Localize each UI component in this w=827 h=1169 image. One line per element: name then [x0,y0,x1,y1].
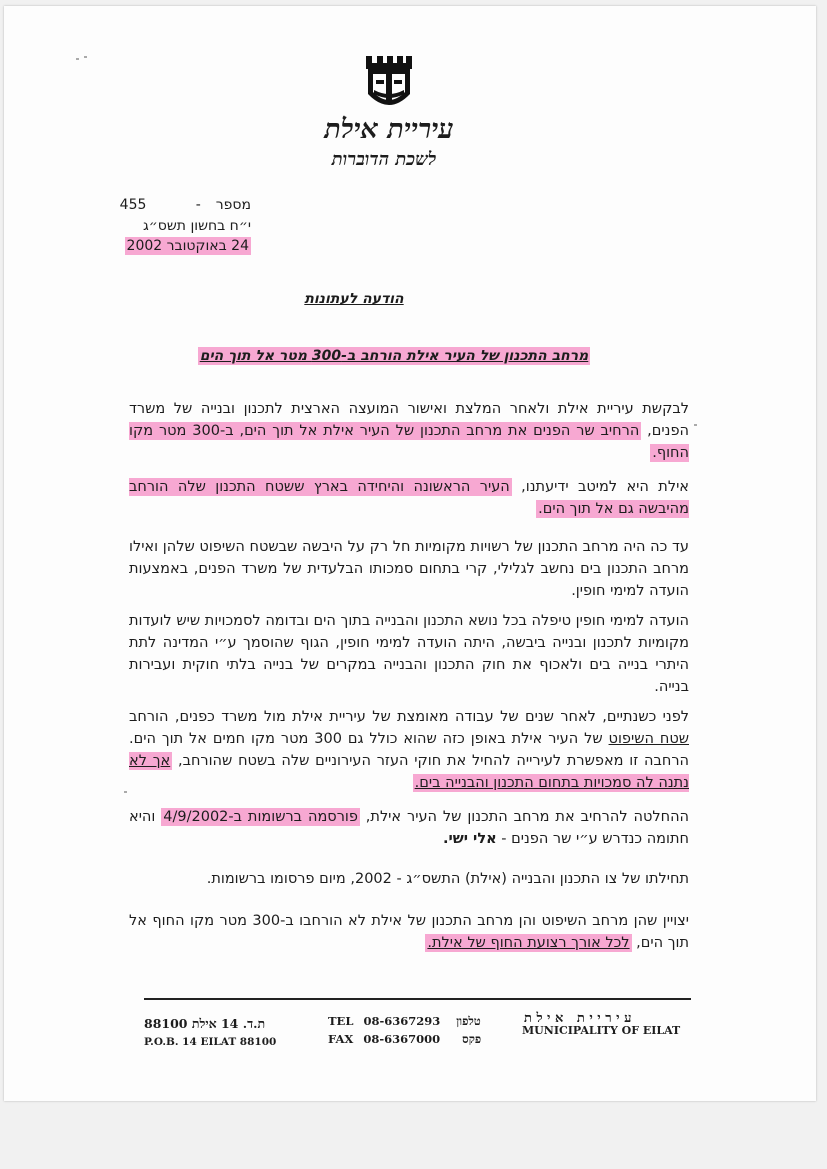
p2-highlight: העיר הראשונה והיחידה בארץ ששטח התכנון שלה הורחב מהיבשה גם אל תוך הים. [129,479,689,517]
paragraph-7 [129,868,689,890]
p4-text: הועדה למימי חופין טיפלה בכל נושא התכנון והבנייה בתוך הים ובדומה לסמכויות שיש לועדות מקומיות לתכנון ובנייה ביבשה, היתה הועדה למימי חופין, הגוף שהוסמך ע״י המדינה לתת היתרי בנייה בים ולאכוף את חוק התכנון והבנייה במקרים של בנייה בלתי חוקית ועבירות בנייה. [129,613,689,695]
p1-highlight: הרחיב שר הפנים את מרחב התכנון של העיר אילת אל תוך הים, ב-300 מטר מקו החוף. [129,423,689,461]
number-value: 455 [119,197,147,213]
tel-number: 08-6367293 [363,1014,441,1028]
organization-name: עיריית אילת [324,114,454,145]
scan-speck [76,58,79,60]
p6-minister-name: אלי ישי. [442,831,497,847]
p1-text: לבקשת עיריית אילת ולאחר המלצת ואישור המועצה הארצית לתכנון ובנייה של משרד הפנים, [129,401,689,439]
gregorian-date-text: 24 באוקטובר 2002 [126,238,249,254]
scan-speck [694,424,697,426]
document-title: הודעה לעתונות [304,291,404,307]
fax-label-en: FAX [328,1032,354,1046]
footer-divider [144,998,691,1000]
letter-page [4,6,816,1101]
paragraph-6 [129,806,689,850]
p6-highlight: פורסמה ברשומות ב-4/9/2002 [163,809,358,825]
footer-tel [328,1014,481,1028]
p7-text: תחילתו של צו התכנון והבנייה (אילת) התשס״ג - 2002, מיום פרסומו ברשומות. [206,871,689,887]
p5-underline-jurisdiction: שטח השיפוט [608,731,689,747]
p6-text-b: והיא חתומה כנדרש ע״י שר הפנים - [129,809,689,847]
footer-pob-hebrew: ת.ד. 14 אילת 88100 [144,1016,266,1031]
footer-fax [328,1032,481,1046]
hebrew-date: י״ח בחשון תשס״ג [143,218,251,234]
p5-underline-highlight: אך לא נתנה לה סמכויות בתחום התכנון והבנייה בים. [129,753,689,791]
p3-text: עד כה היה מרחב התכנון של רשויות מקומיות חל רק על היבשה שבשטח השיפוט שלהן ואילו מרחב התכנון בים נחשב לגלילי, קרי בתחום סמכותו הבלעדית של משרד הפנים, באמצעות הועדה למימי חופין. [129,539,689,599]
paragraph-5 [129,706,689,794]
scan-speck [84,56,87,58]
footer-municipality-hebrew: ע י ר י י ת א י ל ת [524,1011,632,1026]
paragraph-4 [129,610,689,698]
municipality-emblem-icon [360,50,418,118]
p5-text-a: לפני כשנתיים, לאחר שנים של עבודה מאומצת של עיריית אילת מול משרד כפנים, הורחב [129,709,689,725]
paragraph-1 [129,398,689,464]
footer-municipality-english: MUNICIPALITY OF EILAT [522,1024,681,1037]
tel-label-he: טלפון [456,1014,481,1028]
number-dash: - [195,197,201,213]
scan-speck [124,791,127,793]
fax-label-he: פקס [462,1032,482,1046]
footer-pob-english: P.O.B. 14 EILAT 88100 [144,1036,277,1048]
headline [184,348,604,364]
p6-text-a: ההחלטה להרחיב את מרחב התכנון של העיר אילת, [359,809,690,825]
p2-text: אילת היא למיטב ידיעתנו, [511,479,690,495]
headline-text: מרחב התכנון של העיר אילת הורחב ב-300 מטר אל תוך הים [199,348,589,364]
office-name: לשכת הדוברות [331,149,437,170]
tel-label-en: TEL [328,1014,354,1028]
paragraph-8 [129,910,689,954]
reference-number [120,197,251,213]
p8-text: יצויין שהן מרחב השיפוט והן מרחב התכנון של אילת לא הורחבו ב-300 מטר מקו החוף אל תוך הים, [129,913,689,951]
p5-text-b: של העיר אילת באופן כזה שהוא כולל גם 300 מטר מקו חמים אל תוך הים. הרחבה זו מאפשרת לעירייה להחיל את חוקי העזר העירוניים שלה בשטח שהורחב, [129,731,689,769]
paragraph-3 [129,536,689,602]
number-label: מספר [215,197,251,213]
p8-underline-highlight: לכל אורך רצועת החוף של אילת. [427,935,630,951]
fax-number: 08-6367000 [363,1032,441,1046]
gregorian-date [125,238,251,254]
paragraph-2 [129,476,689,520]
